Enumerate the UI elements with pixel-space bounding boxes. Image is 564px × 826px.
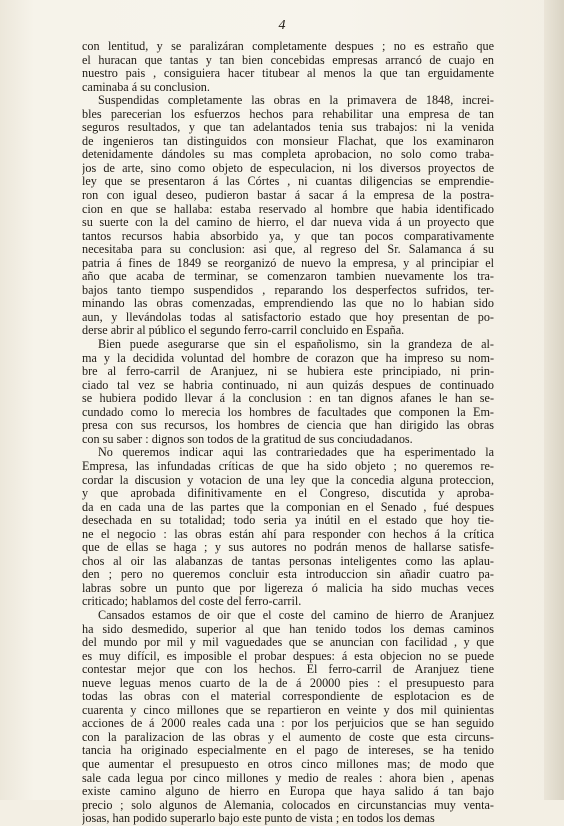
text-line: ma y la decidida voluntad del hombre de corazon que ha impreso su nom-: [82, 351, 494, 365]
text-line: sale cada legua por cinco millones y medio de reales : ahora bien , apenas: [82, 771, 494, 785]
text-line: ne el negocio : las obras están ahí para responder con hechos á la crítica: [82, 527, 494, 541]
text-line: aun, y llevándolas todas al satisfactorio estado que hoy presentan de po-: [82, 310, 494, 324]
text-line: presa con sus recursos, los hombres de ciencia que han dirigido las obras: [82, 419, 494, 433]
text-line: seguros resultados, y que tan adelantados tenia sus trabajos: ni la venida: [82, 121, 494, 135]
text-line: con lentitud, y se paralizáran completamente despues ; no es estraño que: [82, 40, 494, 53]
text-line: es muy difícil, es imposible el probar despues: á esta objecion no se puede: [82, 649, 494, 663]
page-edge-shadow: [544, 0, 564, 800]
text-line: desechada en su totalidad; todo seria ya inútil en el estado que hoy tie-: [82, 514, 494, 528]
text-line: caminaba á su conclusion.: [82, 80, 210, 94]
paragraph: [82, 94, 494, 338]
text-line: cundado como lo merecia los hombres de facultades que componen la Em-: [82, 405, 494, 419]
text-line: patria á fines de 1849 se reorganizó de nuevo la empresa, y al principiar el: [82, 256, 494, 270]
text-line: su suerte con la del camino de hierro, el dar nueva vida á un proyecto que: [82, 216, 494, 230]
text-line: y que aprobada difinitivamente en el Congreso, discutida y aproba-: [82, 487, 494, 501]
text-line: bre al ferro-carril de Aranjuez, ni se hubiera este principiado, ni prin-: [82, 365, 494, 379]
text-line: cion en que se hallaba: estaba reservado al hombre que habia identificado: [82, 202, 494, 216]
text-line: se hubiera podido llevar á la conclusion : en tan dignos afanes le han se-: [82, 392, 494, 406]
text-line: tancia ha originado especialmente en el pago de intereses, se ha tenido: [82, 744, 494, 758]
body-text: [82, 40, 494, 826]
paragraph: [82, 40, 494, 94]
text-line: existe camino alguno de hierro en Europa que haya salido á tan bajo: [82, 785, 494, 799]
text-line: que aumentar el presupuesto en otros cinco millones mas; de modo que: [82, 757, 494, 771]
text-line: No queremos indicar aqui las contrariedades que ha esperimentado la: [98, 446, 494, 460]
text-line: acciones de á 2000 reales cada una : por los perjuicios que se han seguido: [82, 717, 494, 731]
text-line: con la paralizacion de las obras y el aumento de coste que esta circuns-: [82, 730, 494, 744]
text-line: chos al oir las alabanzas de tantas personas inteligentes como las aplau-: [82, 554, 494, 568]
text-line: con su saber : dignos son todos de la gratitud de sus conciudadanos.: [82, 432, 413, 446]
text-line: criticado; hablamos del coste del ferro-carril.: [82, 595, 302, 609]
text-line: nuestro pais , consiguiera hacer titubear al menos la que tan erguidamente: [82, 67, 494, 81]
text-line: precio ; solo algunos de Alemania, colocados en circunstancias muy venta-: [82, 798, 494, 812]
paragraph: [82, 609, 494, 826]
text-line: contestar mejor que con los hechos. El ferro-carril de Aranjuez tiene: [82, 663, 494, 677]
text-line: cordar la discusion y votacion de una ley que la concedia alguna proteccion,: [82, 473, 494, 487]
text-line: josas, han podido superarlo bajo este punto de vista ; en todos los demas: [82, 812, 435, 826]
page-number: 4: [278, 18, 286, 33]
text-line: da en cada una de las partes que la componian en el Senado , fué despues: [82, 500, 494, 514]
text-line: jos de arte, sino como objeto de especulacion, ni los diversos proyectos de: [82, 161, 494, 175]
text-line: todas las obras con el material correspondiente de esplotacion es de: [82, 690, 494, 704]
text-line: tantos recursos habia absorbido ya, y que tan pocos comparativamente: [82, 229, 494, 243]
text-line: ley que se presentaron á las Córtes , ni cuantas diligencias se emprendie-: [82, 175, 494, 189]
text-line: cuarenta y cinco millones que se repartieron en veinte y dos mil quinientas: [82, 703, 494, 717]
text-line: minando las obras comenzadas, emprendiendo las que no lo habian sido: [82, 297, 494, 311]
paragraph: [82, 338, 494, 446]
text-line: necesitaba para su conclusion: asi que, al regreso del Sr. Salamanca á su: [82, 243, 494, 257]
text-line: nueve leguas menos cuarto de la de á 20000 pies : el presupuesto para: [82, 676, 494, 690]
text-line: bajos tanto tiempo suspendidos , reparando los desperfectos sufridos, ter-: [82, 283, 494, 297]
text-line: bles parecerian los esfuerzos hechos para rehabilitar una empresa de tan: [82, 107, 494, 121]
text-line: del mundo por mil y mil vaguedades que se anuncian con facilidad , y que: [82, 636, 494, 650]
text-line: Cansados estamos de oir que el coste del camino de hierro de Aranjuez: [98, 608, 494, 622]
text-line: ha sido desmedido, superior al que han tenido todos los demas caminos: [82, 622, 494, 636]
text-line: Empresa, las infundadas críticas de que ha sido objeto ; no queremos re-: [82, 459, 494, 473]
text-line: detenidamente dándoles su mas completa aprobacion, no solo como traba-: [82, 148, 494, 162]
text-line: año que acaba de terminar, se comenzaron tambien nuevamente los tra-: [82, 270, 494, 284]
text-line: de ingenieros tan distinguidos con monsieur Flachat, que los examinaron: [82, 134, 494, 148]
text-line: labras sobre un punto que por ligereza ó malicia ha sido muchas veces: [82, 581, 494, 595]
paragraph: [82, 446, 494, 609]
text-line: derse abrir al público el segundo ferro-carril concluido en España.: [82, 324, 405, 338]
text-line: ciado tal vez se habria continuado, ni aun quizás despues de continuado: [82, 378, 494, 392]
text-line: que de ellas se haga ; y sus autores no podrán menos de hallarse satisfe-: [82, 541, 494, 555]
text-line: Suspendidas completamente las obras en la primavera de 1848, increi-: [98, 94, 494, 108]
text-line: den ; pero no queremos concluir esta introduccion sin añadir cuatro pa-: [82, 568, 494, 582]
text-line: el huracan que tantas y tan bien concebidas empresas arrancó de cuajo en: [82, 53, 494, 67]
text-line: ron con igual deseo, pudieron bastar á sacar á la empresa de la postra-: [82, 189, 494, 203]
text-line: Bien puede asegurarse que sin el españolismo, sin la grandeza de al-: [98, 338, 494, 352]
